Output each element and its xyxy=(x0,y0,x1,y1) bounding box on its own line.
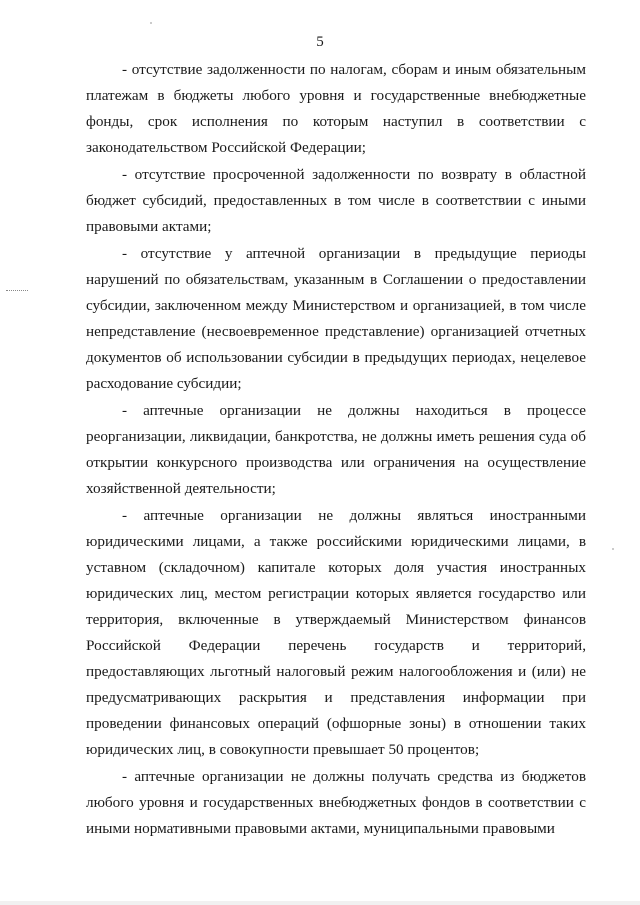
requirement-overdue-subsidy: - отсутствие просроченной задолженности по возврату в областной бюджет субсидий, предоставленных в том числе в соответствии с иными правовыми актами; xyxy=(86,166,586,235)
scan-speck xyxy=(150,22,152,24)
requirement-no-violations: - отсутствие у аптечной организации в предыдущие периоды нарушений по обязательствам, указанным в Соглашении о предоставлении субсидии, заключенном между Министерством и организацией, в том числе непредставление (несвоевременное представление) организацией отчетных документов об использовании субсидии в предыдущих периодах, нецелевое расходование субсидии; xyxy=(86,245,586,392)
scan-speck xyxy=(612,548,614,550)
scan-bottom-edge xyxy=(0,901,640,905)
requirement-no-other-funds: - аптечные организации не должны получать средства из бюджетов любого уровня и государственных внебюджетных фондов в соответствии с иными нормативными правовыми актами, муниципальными правовыми xyxy=(86,768,586,837)
page-number: 5 xyxy=(316,34,324,50)
scan-margin-mark xyxy=(6,290,28,292)
requirement-no-reorganization: - аптечные организации не должны находиться в процессе реорганизации, ликвидации, банкротства, не должны иметь решения суда об открытии конкурсного производства или ограничения на осуществление хозяйственной деятельности; xyxy=(86,402,586,497)
requirement-not-foreign-entity: - аптечные организации не должны являться иностранными юридическими лицами, а также российскими юридическими лицами, в уставном (складочном) капитале которых доля участия иностранных юридических лиц, местом регистрации которых является государство или территория, включенные в утверждаемый Министерством финансов Российской Федерации перечень государств и территорий, предоставляющих льготный налоговый режим налогообложения и (или) не предусматривающих раскрытия и представления информации при проведении финансовых операций (офшорные зоны) в отношении таких юридических лиц, в совокупности превышает 50 процентов; xyxy=(86,507,586,758)
requirement-tax-debt: - отсутствие задолженности по налогам, сборам и иным обязательным платежам в бюджеты любого уровня и государственные внебюджетные фонды, срок исполнения по которым наступил в соответствии с законодательством Российской Федерации; xyxy=(86,61,586,156)
body-text xyxy=(86,57,586,843)
